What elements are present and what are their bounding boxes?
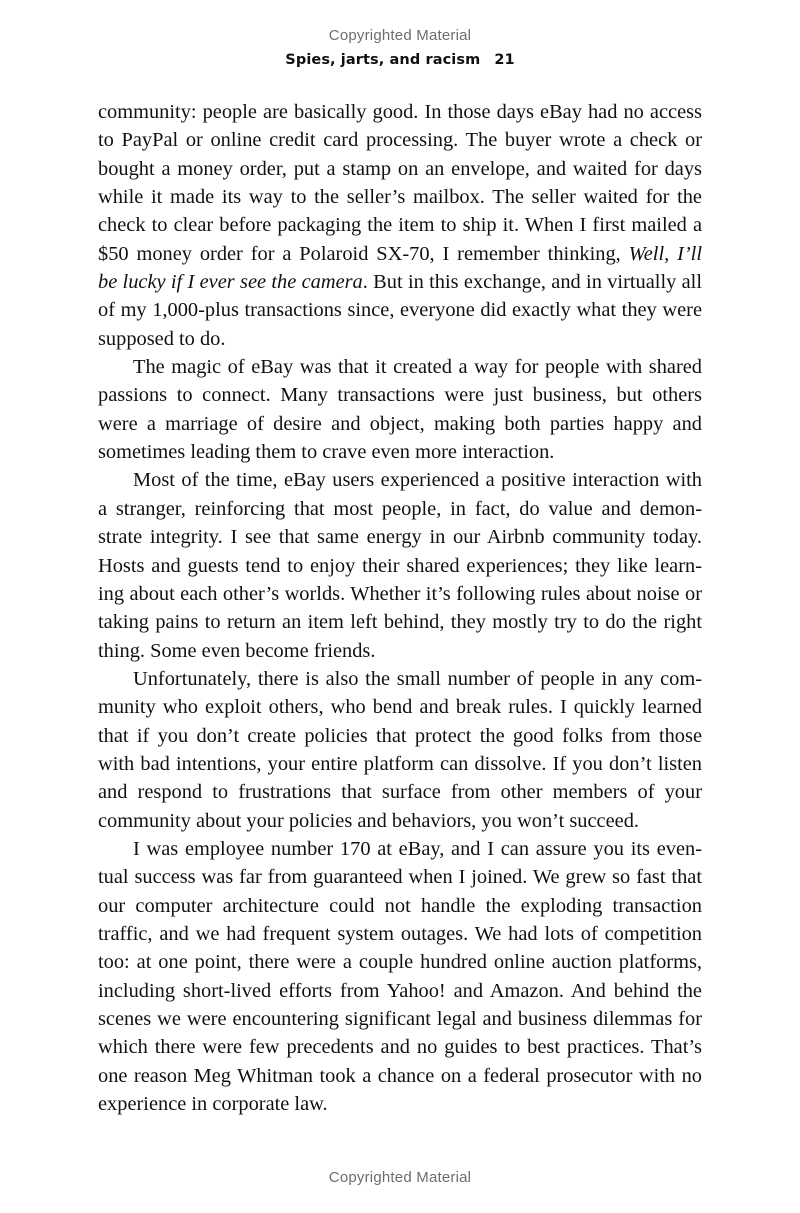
text-line: ing about each other’s worlds. Whether it’s following rules about noise or (98, 582, 702, 605)
copyright-watermark-bottom: Copyrighted Material (328, 1169, 472, 1186)
text-line: strate integrity. I see that same energy in our Airbnb community today. (98, 526, 702, 549)
text-line: traffic, and we had frequent system outages. We had lots of competition (98, 922, 702, 945)
text-line: that if you don’t create policies that protect the good folks from those (98, 724, 702, 747)
text-line: scenes we were encountering significant legal and business dilemmas for (98, 1008, 702, 1030)
text-line: which there were few precedents and no guides to best practices. That’s (98, 1036, 702, 1059)
running-head (0, 52, 800, 68)
text-line: passions to connect. Many transactions were just business, but others (98, 384, 702, 407)
paragraph (98, 353, 702, 466)
text-line: a stranger, reinforcing that most people, in fact, do value and demon- (98, 497, 702, 520)
copyright-watermark-top: Copyrighted Material (328, 27, 472, 44)
text-line: community: people are basically good. In those days eBay had no access (98, 101, 702, 123)
text-run: . But in this exchange, and in virtually all (362, 271, 703, 294)
text-line: were a marriage of desire and object, making both parties happy and (98, 412, 702, 435)
paragraph (98, 98, 702, 353)
text-line: our computer architecture could not handle the exploding transaction (98, 894, 702, 917)
text-line: sometimes leading them to crave even more interaction. (98, 441, 555, 464)
text-line: to PayPal or online credit card processing. The buyer wrote a check or (98, 129, 702, 152)
text-line: tual success was far from guaranteed when I joined. We grew so fast that (98, 866, 702, 889)
text-line: thing. Some even become friends. (98, 639, 376, 662)
text-run: $50 money order for a Polaroid SX-70, I remember thinking, (98, 242, 629, 265)
text-line: including short-lived efforts from Yahoo! and Amazon. And behind the (98, 979, 702, 1002)
text-line (98, 268, 702, 296)
paragraph (98, 466, 702, 664)
paragraph (98, 665, 702, 835)
text-line: taking pains to return an item left behind, they mostly try to do the right (98, 611, 702, 634)
text-line: check to clear before packaging the item to ship it. When I first mailed a (98, 214, 702, 237)
text-line: bought a money order, put a stamp on an envelope, and waited for days (98, 157, 702, 180)
italic-text-run: Well, I’ll (628, 242, 703, 265)
text-line: with bad intentions, your entire platform can dissolve. If you don’t listen (98, 752, 702, 775)
page-number: 21 (494, 52, 515, 68)
text-line: Unfortunately, there is also the small number of people in any com- (133, 667, 702, 690)
text-line: of my 1,000-plus transactions since, everyone did exactly what they were (98, 299, 702, 322)
text-line: munity who exploit others, who bend and break rules. I quickly learned (98, 696, 702, 719)
text-line: supposed to do. (98, 327, 226, 350)
text-line: experience in corporate law. (98, 1093, 328, 1116)
text-line: too: at one point, there were a couple hundred online auction platforms, (98, 951, 702, 974)
text-line: while it made its way to the seller’s mailbox. The seller waited for the (98, 186, 702, 209)
text-line: I was employee number 170 at eBay, and I can assure you its even- (133, 837, 702, 860)
text-line (98, 240, 702, 268)
paragraph (98, 835, 702, 1118)
text-line: one reason Meg Whitman took a chance on a federal prosecutor with no (98, 1064, 702, 1087)
body-text (98, 98, 702, 1118)
text-line: Most of the time, eBay users experienced a positive interaction with (133, 469, 702, 492)
italic-text-run: be lucky if I ever see the camera (98, 271, 363, 294)
text-line: The magic of eBay was that it created a way for people with shared (133, 356, 702, 379)
text-line: Hosts and guests tend to enjoy their shared experiences; they like learn- (98, 554, 702, 577)
text-line: community about your policies and behaviors, you won’t succeed. (98, 809, 639, 832)
chapter-title: Spies, jarts, and racism (285, 52, 481, 68)
text-line: and respond to frustrations that surface from other members of your (98, 781, 702, 804)
